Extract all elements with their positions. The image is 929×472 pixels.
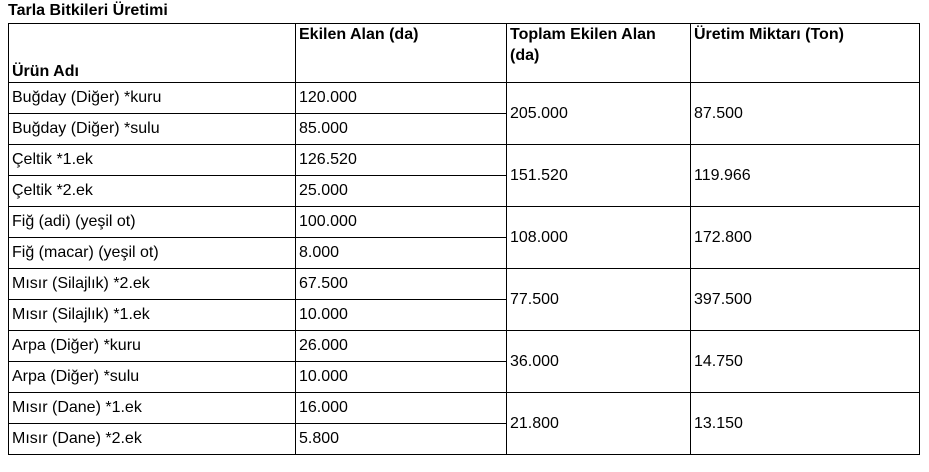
planted-area-cell: 10.000 bbox=[296, 362, 507, 393]
total-planted-area-cell: 21.800 bbox=[507, 393, 691, 455]
table-row bbox=[9, 269, 920, 300]
header-total-planted-area: Toplam Ekilen Alan (da) bbox=[507, 24, 691, 83]
header-product-name: Ürün Adı bbox=[9, 24, 296, 83]
product-name-cell: Mısır (Silajlık) *2.ek bbox=[9, 269, 296, 300]
total-planted-area-cell: 205.000 bbox=[507, 83, 691, 145]
planted-area-cell: 16.000 bbox=[296, 393, 507, 424]
planted-area-cell: 100.000 bbox=[296, 207, 507, 238]
table-row bbox=[9, 393, 920, 424]
product-name-cell: Çeltik *2.ek bbox=[9, 176, 296, 207]
header-production-amount: Üretim Miktarı (Ton) bbox=[691, 24, 920, 83]
table-body bbox=[9, 83, 920, 455]
production-amount-cell: 14.750 bbox=[691, 331, 920, 393]
total-planted-area-cell: 151.520 bbox=[507, 145, 691, 207]
product-name-cell: Fiğ (macar) (yeşil ot) bbox=[9, 238, 296, 269]
product-name-cell: Buğday (Diğer) *sulu bbox=[9, 114, 296, 145]
table-row bbox=[9, 145, 920, 176]
production-amount-cell: 397.500 bbox=[691, 269, 920, 331]
table-row bbox=[9, 207, 920, 238]
product-name-cell: Mısır (Silajlık) *1.ek bbox=[9, 300, 296, 331]
production-amount-cell: 13.150 bbox=[691, 393, 920, 455]
header-planted-area: Ekilen Alan (da) bbox=[296, 24, 507, 83]
planted-area-cell: 8.000 bbox=[296, 238, 507, 269]
planted-area-cell: 67.500 bbox=[296, 269, 507, 300]
product-name-cell: Mısır (Dane) *2.ek bbox=[9, 424, 296, 455]
planted-area-cell: 85.000 bbox=[296, 114, 507, 145]
planted-area-cell: 10.000 bbox=[296, 300, 507, 331]
planted-area-cell: 26.000 bbox=[296, 331, 507, 362]
crop-production-table bbox=[8, 23, 920, 455]
production-amount-cell: 119.966 bbox=[691, 145, 920, 207]
total-planted-area-cell: 77.500 bbox=[507, 269, 691, 331]
planted-area-cell: 120.000 bbox=[296, 83, 507, 114]
table-header-row bbox=[9, 24, 920, 83]
page-title: Tarla Bitkileri Üretimi bbox=[8, 2, 168, 19]
planted-area-cell: 126.520 bbox=[296, 145, 507, 176]
production-amount-cell: 87.500 bbox=[691, 83, 920, 145]
product-name-cell: Arpa (Diğer) *sulu bbox=[9, 362, 296, 393]
planted-area-cell: 25.000 bbox=[296, 176, 507, 207]
product-name-cell: Fiğ (adi) (yeşil ot) bbox=[9, 207, 296, 238]
product-name-cell: Çeltik *1.ek bbox=[9, 145, 296, 176]
product-name-cell: Mısır (Dane) *1.ek bbox=[9, 393, 296, 424]
product-name-cell: Buğday (Diğer) *kuru bbox=[9, 83, 296, 114]
table-row bbox=[9, 83, 920, 114]
total-planted-area-cell: 36.000 bbox=[507, 331, 691, 393]
total-planted-area-cell: 108.000 bbox=[507, 207, 691, 269]
planted-area-cell: 5.800 bbox=[296, 424, 507, 455]
table-row bbox=[9, 331, 920, 362]
product-name-cell: Arpa (Diğer) *kuru bbox=[9, 331, 296, 362]
production-amount-cell: 172.800 bbox=[691, 207, 920, 269]
